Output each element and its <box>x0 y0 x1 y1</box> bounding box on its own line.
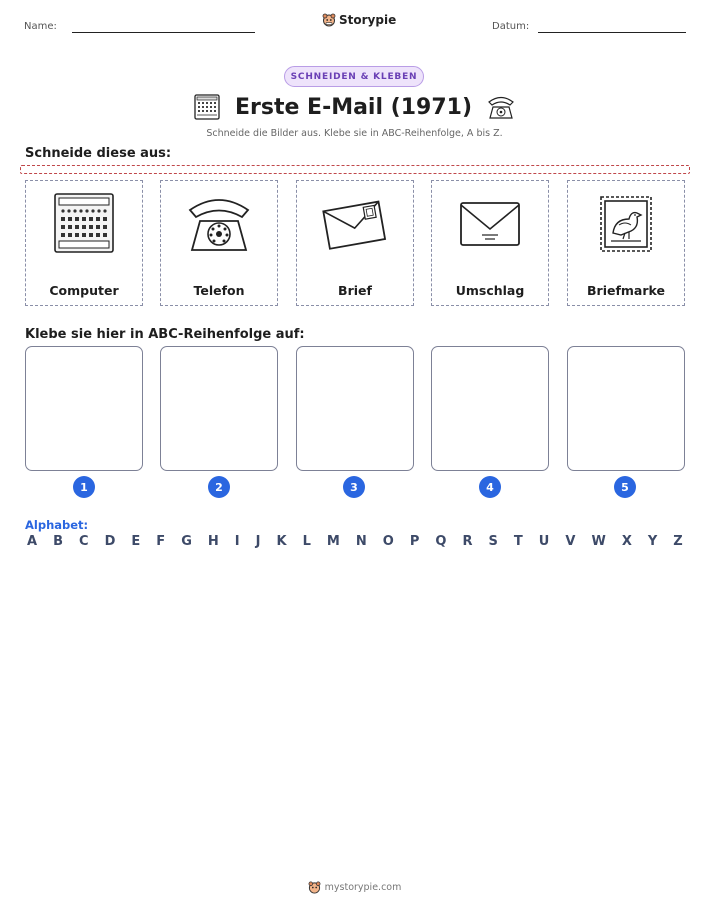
alphabet-letter: N <box>355 534 367 549</box>
alphabet-letter: B <box>53 534 63 549</box>
alphabet-letter: U <box>538 534 550 549</box>
alphabet-letter: V <box>565 534 576 549</box>
instructions: Schneide die Bilder aus. Klebe sie in ABC-Reihenfolge, A bis Z. <box>206 128 503 139</box>
letter-icon <box>322 196 388 252</box>
alphabet-row <box>27 534 683 549</box>
storypie-mascot-icon <box>322 13 336 27</box>
alphabet-letter: S <box>488 534 498 549</box>
alphabet-letter: D <box>104 534 116 549</box>
alphabet-letter: L <box>302 534 311 549</box>
slot-number: 1 <box>73 476 95 498</box>
card-label: Brief <box>338 283 372 298</box>
cut-section-label: Schneide diese aus: <box>25 146 172 161</box>
cut-card-telefon[interactable] <box>160 180 278 306</box>
paste-slot-1[interactable] <box>25 346 143 471</box>
paste-slot-5[interactable] <box>567 346 685 471</box>
alphabet-letter: A <box>27 534 38 549</box>
alphabet-letter: J <box>255 534 261 549</box>
alphabet-letter: M <box>326 534 340 549</box>
page-title: Erste E-Mail (1971) <box>234 94 473 120</box>
slot-number: 5 <box>614 476 636 498</box>
card-label: Briefmarke <box>587 283 665 298</box>
alphabet-letter: T <box>513 534 523 549</box>
stamp-icon <box>595 191 657 257</box>
cut-card-umschlag[interactable] <box>431 180 549 306</box>
name-line <box>72 32 255 33</box>
alphabet-letter: E <box>131 534 141 549</box>
brand-name: Storypie <box>339 13 397 27</box>
computer-icon <box>193 93 221 121</box>
brand-logo <box>322 13 396 27</box>
alphabet-letter: P <box>409 534 420 549</box>
alphabet-letter: W <box>591 534 606 549</box>
paste-slot-3[interactable] <box>296 346 414 471</box>
alphabet-letter: X <box>621 534 632 549</box>
slot-number: 4 <box>479 476 501 498</box>
card-label: Umschlag <box>455 283 525 298</box>
card-label: Computer <box>49 283 119 298</box>
telephone-icon <box>486 94 516 120</box>
cut-line <box>20 165 690 174</box>
alphabet-letter: O <box>382 534 394 549</box>
cut-card-brief[interactable] <box>296 180 414 306</box>
alphabet-letter: R <box>462 534 473 549</box>
alphabet-label: Alphabet: <box>25 518 89 532</box>
alphabet-letter: G <box>181 534 192 549</box>
card-label: Telefon <box>193 283 245 298</box>
footer <box>0 881 709 894</box>
alphabet-letter: Z <box>673 534 683 549</box>
computer-icon <box>51 191 117 257</box>
paste-slot-4[interactable] <box>431 346 549 471</box>
date-label: Datum: <box>492 21 530 32</box>
slot-number: 3 <box>343 476 365 498</box>
name-label: Name: <box>24 21 57 32</box>
paste-slot-2[interactable] <box>160 346 278 471</box>
alphabet-letter: H <box>207 534 219 549</box>
alphabet-letter: I <box>234 534 240 549</box>
storypie-mascot-icon <box>308 881 321 894</box>
cut-card-computer[interactable] <box>25 180 143 306</box>
envelope-icon <box>457 197 523 251</box>
alphabet-letter: Y <box>647 534 658 549</box>
date-line <box>538 32 686 33</box>
footer-url: mystorypie.com <box>324 882 402 893</box>
cut-card-briefmarke[interactable] <box>567 180 685 306</box>
alphabet-letter: C <box>79 534 89 549</box>
telephone-icon <box>184 194 254 254</box>
alphabet-letter: F <box>156 534 166 549</box>
slot-number: 2 <box>208 476 230 498</box>
alphabet-letter: Q <box>435 534 447 549</box>
paste-section-label: Klebe sie hier in ABC-Reihenfolge auf: <box>25 327 305 342</box>
alphabet-letter: K <box>276 534 287 549</box>
title-row <box>0 92 709 122</box>
activity-badge: SCHNEIDEN & KLEBEN <box>284 66 424 87</box>
